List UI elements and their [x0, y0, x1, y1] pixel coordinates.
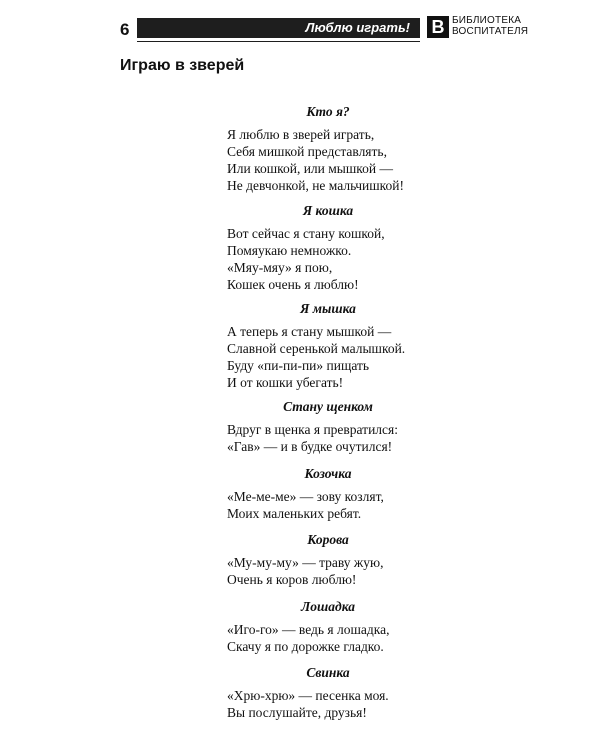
- poem-heading: Лошадка: [301, 599, 355, 614]
- poem-lines: [128, 421, 528, 455]
- poem-line: «Мяу-мяу» я пою,: [227, 260, 333, 275]
- poem-lines: [128, 687, 528, 721]
- page-number: 6: [120, 20, 130, 39]
- poem-line: А теперь я стану мышкой —: [227, 324, 392, 339]
- poem-line: Скачу я по дорожке гладко.: [227, 639, 384, 654]
- poem-lines: [128, 323, 528, 391]
- poem-lines: [128, 488, 528, 522]
- poem-ya-myshka: [128, 301, 528, 391]
- poem-loshadka: [128, 599, 528, 655]
- section-header-bar: Люблю играть!: [137, 18, 420, 38]
- poem-line: Вдруг в щенка я превратился:: [227, 422, 398, 437]
- poem-line: Буду «пи-пи-пи» пищать: [227, 358, 370, 373]
- poem-line: Помяукаю немножко.: [227, 243, 352, 258]
- poem-heading: Я мышка: [300, 301, 356, 316]
- poem-line: И от кошки убегать!: [227, 375, 344, 390]
- poem-heading: Стану щенком: [283, 399, 373, 414]
- page-title: Играю в зверей: [120, 57, 245, 74]
- poem-stanu-shchenkom: [128, 399, 528, 455]
- poem-line: «Му-му-му» — траву жую,: [227, 555, 384, 570]
- library-label: [452, 15, 528, 37]
- poem-line: Себя мишкой представлять,: [227, 144, 387, 159]
- poem-ya-koshka: [128, 203, 528, 293]
- poem-line: Я люблю в зверей играть,: [227, 127, 375, 142]
- library-badge-icon: В: [427, 16, 449, 38]
- poem-kozochka: [128, 466, 528, 522]
- poem-line: «Иго-го» — ведь я лошадка,: [227, 622, 390, 637]
- poem-line: Очень я коров люблю!: [227, 572, 357, 587]
- poem-line: Вы послушайте, друзья!: [227, 705, 367, 720]
- poem-lines: [128, 621, 528, 655]
- poem-heading: Я кошка: [302, 203, 354, 218]
- poem-line: Моих маленьких ребят.: [227, 506, 362, 521]
- poem-heading: Корова: [307, 532, 349, 547]
- poem-lines: [128, 126, 528, 194]
- poem-kto-ya: [128, 104, 528, 194]
- poem-line: Вот сейчас я стану кошкой,: [227, 226, 385, 241]
- poem-line: «Гав» — и в будке очутился!: [227, 439, 393, 454]
- library-label-line1: БИБЛИОТЕКА: [452, 15, 522, 26]
- poem-svinka: [128, 665, 528, 721]
- poem-heading: Козочка: [304, 466, 352, 481]
- poem-line: Кошек очень я люблю!: [227, 277, 359, 292]
- poem-lines: [128, 554, 528, 588]
- poem-line: Славной серенькой малышкой.: [227, 341, 406, 356]
- poem-line: «Хрю-хрю» — песенка моя.: [227, 688, 389, 703]
- poem-lines: [128, 225, 528, 293]
- poem-heading: Свинка: [306, 665, 350, 680]
- poem-line: «Ме-ме-ме» — зову козлят,: [227, 489, 384, 504]
- poem-korova: [128, 532, 528, 588]
- poem-line: Не девчонкой, не мальчишкой!: [227, 178, 404, 193]
- poem-heading: Кто я?: [306, 104, 350, 119]
- poem-line: Или кошкой, или мышкой —: [227, 161, 393, 176]
- library-label-line2: ВОСПИТАТЕЛЯ: [452, 26, 529, 37]
